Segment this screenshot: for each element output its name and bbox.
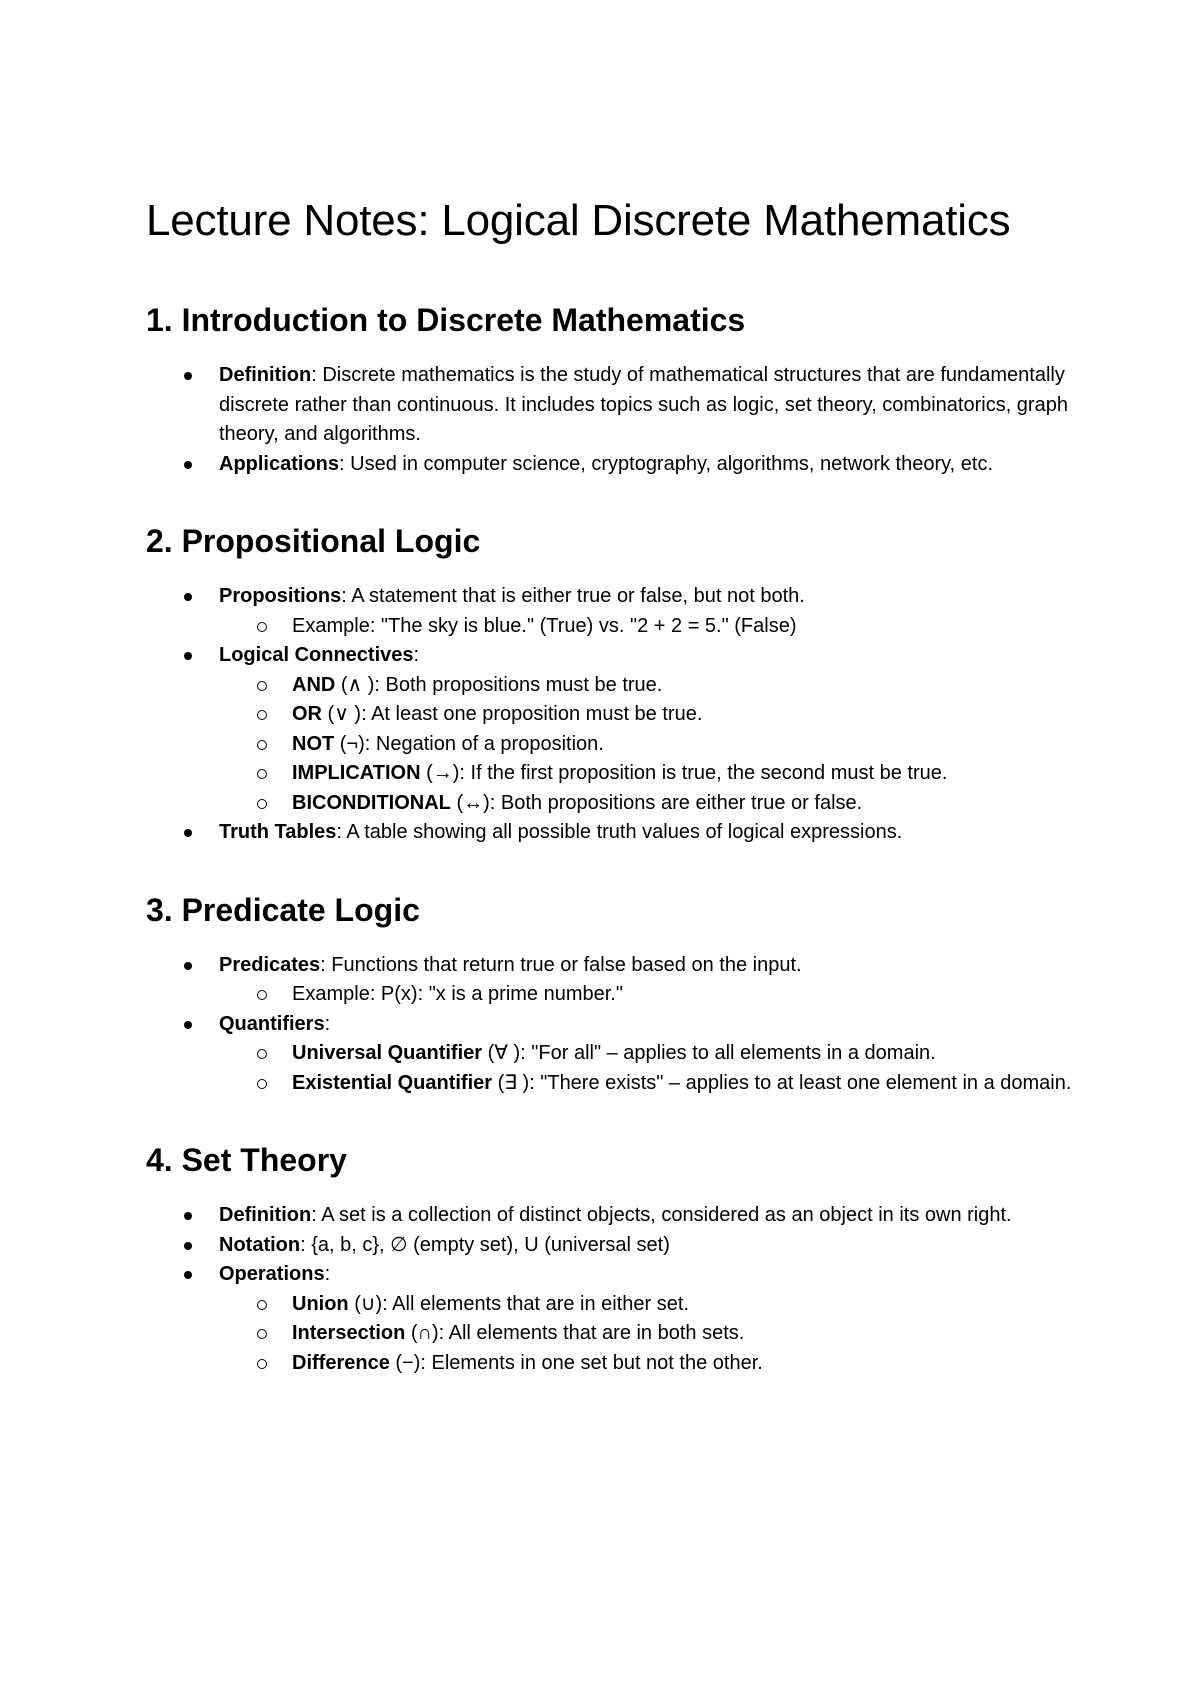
circle-bullet-icon <box>257 710 267 720</box>
list-item <box>146 1010 1086 1099</box>
section-heading: 3. Predicate Logic <box>146 891 420 928</box>
sub-list-item <box>219 700 1086 730</box>
item-term: Predicates <box>219 953 321 976</box>
item-text: : Discrete mathematics is the study of mathematical structures that are fundamentally discrete rather than continuous. It includes topics such as logic, set theory, combinatorics, graph theory, and algorithms. <box>219 364 1068 445</box>
circle-bullet-icon <box>257 990 267 1000</box>
sub-list-item <box>219 730 1086 760</box>
list-item <box>146 951 1086 1010</box>
sub-item-text: (∪): All elements that are in either set. <box>348 1292 689 1315</box>
sub-item-text: (¬): Negation of a proposition. <box>334 732 604 755</box>
item-term: Quantifiers <box>219 1012 325 1035</box>
sub-item-text: Example: P(x): "x is a prime number." <box>292 983 623 1005</box>
bullet-icon <box>184 962 192 970</box>
list-item <box>146 1231 1086 1261</box>
item-term: Definition <box>219 1204 312 1226</box>
item-term: Definition <box>219 364 312 386</box>
sub-item-term: Difference <box>292 1351 390 1374</box>
sub-list-item <box>219 1069 1086 1099</box>
list-item <box>146 1260 1086 1378</box>
item-text: : Used in computer science, cryptography, algorithms, network theory, etc. <box>339 452 993 475</box>
bullet-icon <box>184 829 192 837</box>
sub-item-term: Union <box>292 1292 349 1315</box>
sub-item-text: (↔): Both propositions are either true or false. <box>450 791 863 814</box>
circle-bullet-icon <box>257 681 267 691</box>
bullet-icon <box>184 593 192 601</box>
circle-bullet-icon <box>257 1049 267 1059</box>
item-term: Operations <box>219 1263 325 1285</box>
item-text: : <box>413 644 420 666</box>
sub-item-term: AND <box>292 673 336 696</box>
section-set-theory <box>146 1140 1086 1378</box>
bullet-icon <box>184 1212 192 1220</box>
item-text: : Functions that return true or false based on the input. <box>320 953 802 976</box>
sub-item-term: OR <box>292 703 322 725</box>
sub-list <box>219 1290 1086 1379</box>
sub-list-item <box>219 980 1086 1010</box>
item-text: : A set is a collection of distinct objects, considered as an object in its own right. <box>311 1204 1012 1226</box>
bullet-icon <box>184 1271 192 1279</box>
section-heading: 4. Set Theory <box>146 1142 347 1178</box>
sub-list-item <box>219 1290 1086 1320</box>
sub-item-term: BICONDITIONAL <box>292 791 451 814</box>
item-term: Notation <box>219 1233 301 1256</box>
sub-item-term: NOT <box>292 732 335 755</box>
circle-bullet-icon <box>257 799 267 809</box>
bullet-list <box>146 582 1086 848</box>
circle-bullet-icon <box>257 769 267 779</box>
sub-item-term: Existential Quantifier <box>292 1071 493 1094</box>
item-text: : {a, b, c}, ∅ (empty set), U (universal set) <box>300 1233 670 1256</box>
section-predicate-logic <box>146 890 1086 1099</box>
circle-bullet-icon <box>257 1300 267 1310</box>
bullet-icon <box>184 1021 192 1029</box>
section-introduction <box>146 300 1086 479</box>
bullet-icon <box>184 461 192 469</box>
sub-list-item <box>219 612 1086 642</box>
circle-bullet-icon <box>257 1329 267 1339</box>
bullet-list <box>146 951 1086 1099</box>
section-heading: 1. Introduction to Discrete Mathematics <box>146 302 746 338</box>
list-item <box>146 582 1086 641</box>
sub-item-text: (→): If the first proposition is true, the second must be true. <box>420 762 948 784</box>
sub-list <box>219 980 1086 1010</box>
sub-list <box>219 1039 1086 1098</box>
item-term: Propositions <box>219 585 342 607</box>
section-propositional-logic <box>146 521 1086 848</box>
sub-item-term: IMPLICATION <box>292 762 421 784</box>
circle-bullet-icon <box>257 622 267 632</box>
sub-list-item <box>219 1039 1086 1069</box>
sub-item-text: (∀ ): "For all" – applies to all elements in a domain. <box>482 1042 936 1064</box>
section-heading: 2. Propositional Logic <box>146 523 481 559</box>
sub-list-item <box>219 1349 1086 1379</box>
list-item <box>146 361 1086 450</box>
item-text: : A statement that is either true or false, but not both. <box>341 585 805 607</box>
sub-list-item <box>219 759 1086 789</box>
bullet-icon <box>184 372 192 380</box>
bullet-list <box>146 1201 1086 1378</box>
item-term: Truth Tables <box>219 821 337 843</box>
sub-item-text: (∩): All elements that are in both sets. <box>405 1322 745 1344</box>
circle-bullet-icon <box>257 1359 267 1369</box>
sub-list-item <box>219 671 1086 701</box>
item-text: : <box>324 1012 331 1035</box>
sub-item-text: (∃ ): "There exists" – applies to at least one element in a domain. <box>492 1071 1072 1094</box>
item-term: Applications <box>219 452 340 475</box>
bullet-icon <box>184 1242 192 1250</box>
sub-list-item <box>219 1319 1086 1349</box>
bullet-list <box>146 361 1086 479</box>
circle-bullet-icon <box>257 1079 267 1089</box>
sub-item-term: Universal Quantifier <box>292 1042 483 1064</box>
item-term: Logical Connectives <box>219 644 414 666</box>
list-item <box>146 641 1086 818</box>
sub-item-text: Example: "The sky is blue." (True) vs. "2 + 2 = 5." (False) <box>292 614 797 637</box>
bullet-icon <box>184 652 192 660</box>
sub-list <box>219 612 1086 642</box>
list-item <box>146 450 1086 480</box>
sub-list-item <box>219 789 1086 819</box>
item-text: : A table showing all possible truth values of logical expressions. <box>336 821 903 843</box>
page-title: Lecture Notes: Logical Discrete Mathematics <box>146 196 1011 245</box>
sub-item-text: (∧ ): Both propositions must be true. <box>335 673 663 696</box>
sub-list <box>219 671 1086 819</box>
document-page <box>146 190 1086 1420</box>
sub-item-term: Intersection <box>292 1322 406 1344</box>
list-item <box>146 1201 1086 1231</box>
circle-bullet-icon <box>257 740 267 750</box>
list-item <box>146 818 1086 848</box>
item-text: : <box>324 1263 331 1285</box>
sub-item-text: (∨ ): At least one proposition must be true. <box>322 703 703 725</box>
sub-item-text: (−): Elements in one set but not the other. <box>389 1351 763 1374</box>
